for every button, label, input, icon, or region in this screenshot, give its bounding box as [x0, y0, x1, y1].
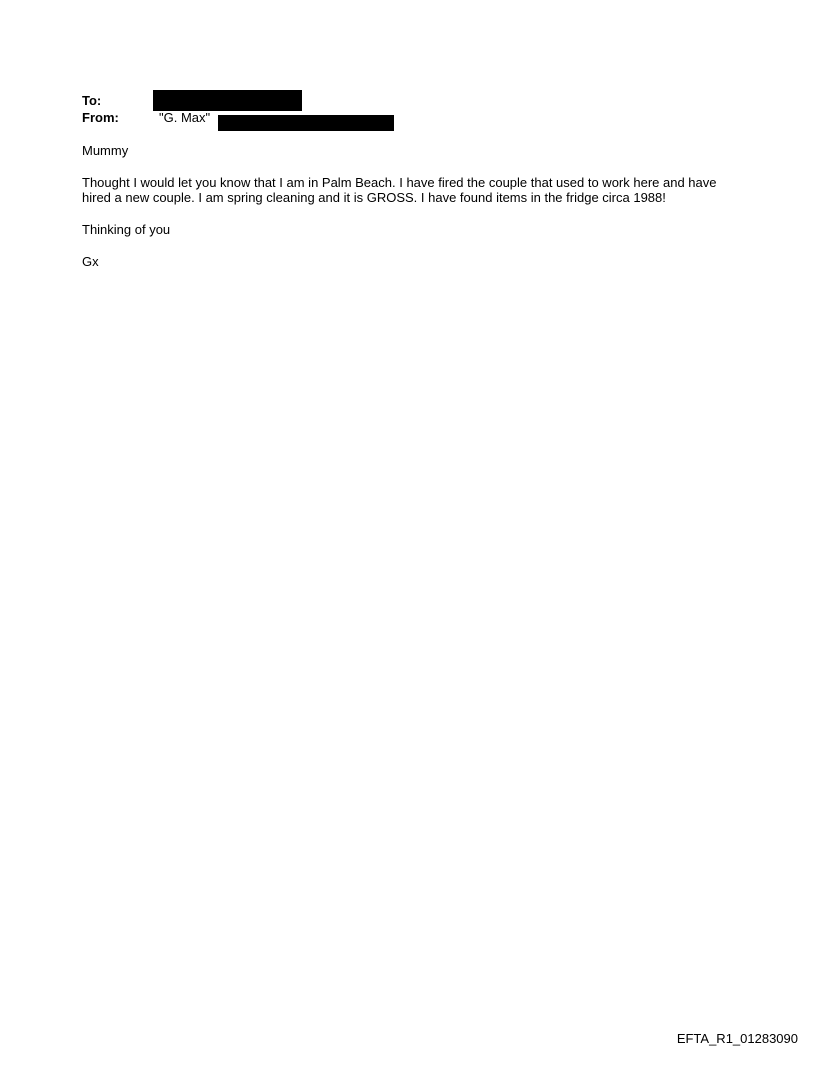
- greeting: Mummy: [82, 143, 129, 158]
- to-row: [82, 92, 722, 109]
- message-paragraph: Thought I would let you know that I am in Palm Beach. I have fired the couple that used to work here and have hired a new couple. I am spring cleaning and it is GROSS. I have found items in the fridge circa 1988!: [82, 175, 717, 205]
- from-redaction-block: [218, 115, 394, 131]
- to-label: To:: [82, 93, 102, 108]
- from-label: From:: [82, 110, 119, 125]
- document-id-stamp: EFTA_R1_01283090: [676, 1031, 798, 1046]
- signature: Gx: [82, 254, 99, 269]
- from-row: [82, 109, 722, 126]
- from-name: "G. Max": [159, 110, 211, 125]
- email-header: [82, 92, 722, 126]
- to-redaction-block: [153, 90, 302, 111]
- email-body: [82, 143, 732, 286]
- closing-line: Thinking of you: [82, 222, 171, 237]
